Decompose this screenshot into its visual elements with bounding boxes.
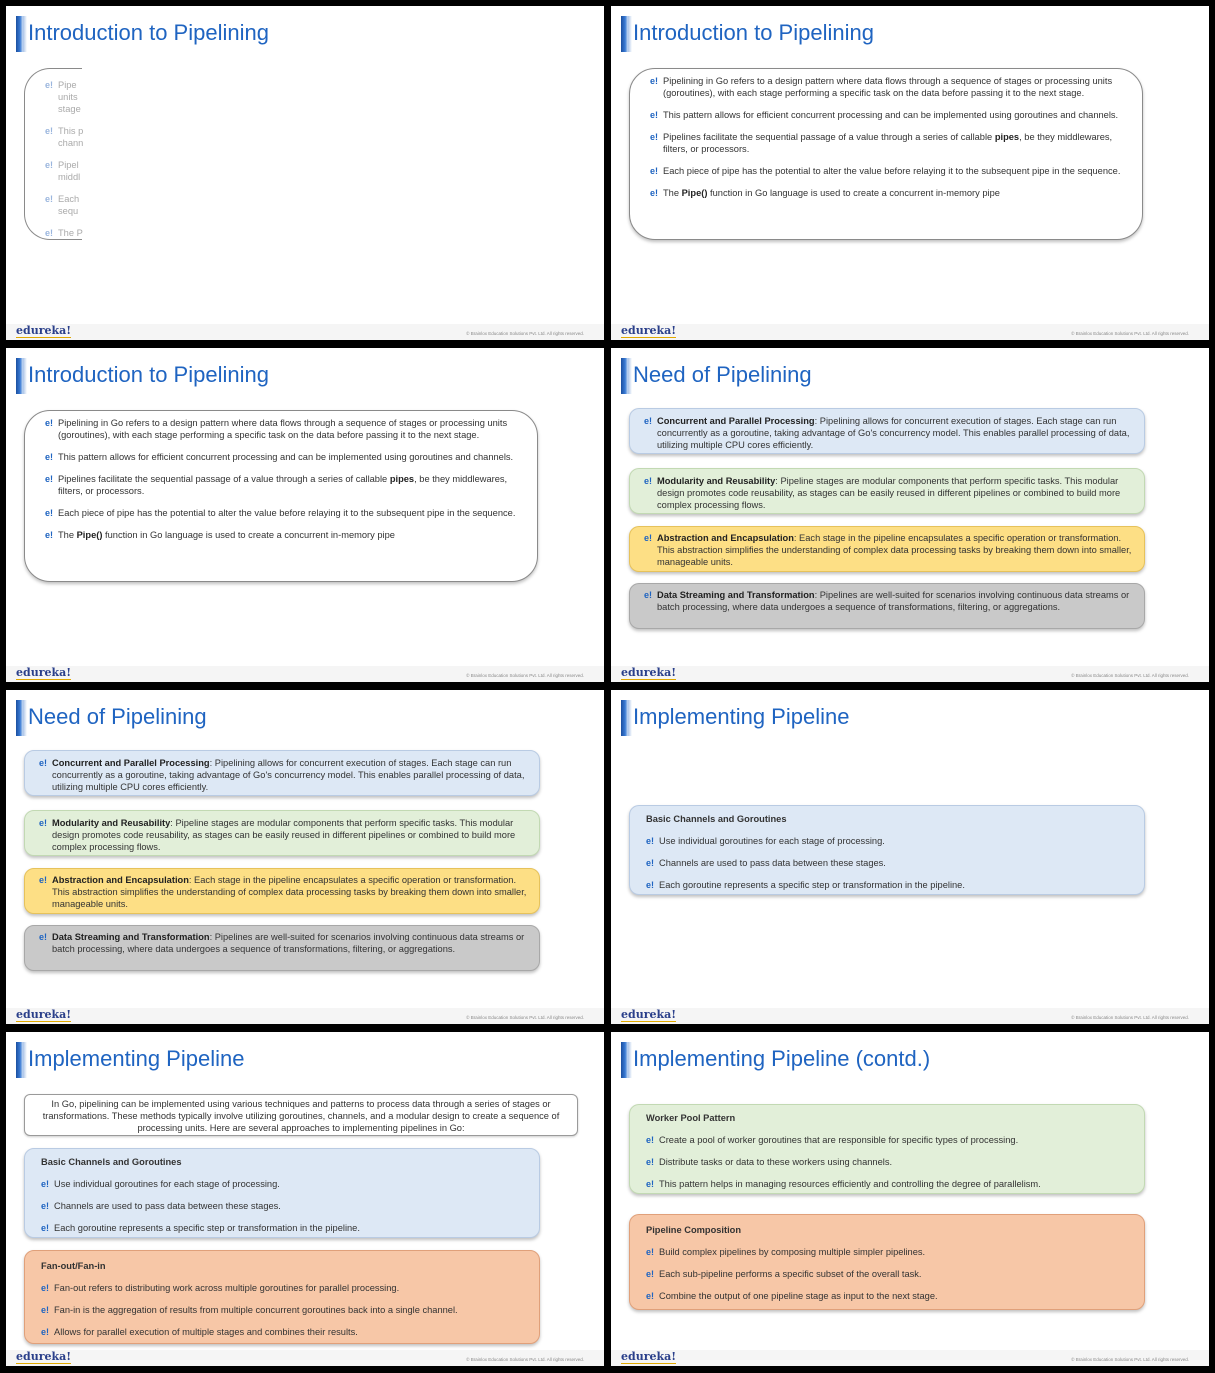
bullet-item <box>650 165 1124 177</box>
bullet-item <box>41 1222 525 1234</box>
bullet-item <box>646 835 1130 847</box>
title-accent-bar <box>16 358 23 394</box>
edureka-bullet-icon: e! <box>650 188 659 198</box>
bullet-text: Fan-in is the aggregation of results from multiple concurrent goroutines back into a single channel. <box>54 1305 458 1315</box>
bold-term: Data Streaming and Transformation <box>52 932 210 942</box>
title-accent-bar <box>16 1042 23 1078</box>
bullet-item <box>646 1246 1130 1258</box>
edureka-bullet-icon: e! <box>45 194 54 204</box>
edureka-bullet-icon: e! <box>646 1135 655 1145</box>
bullet-item <box>646 879 1130 891</box>
intro-box-partial <box>24 68 82 240</box>
edureka-bullet-icon: e! <box>646 1179 655 1189</box>
edureka-bullet-icon: e! <box>41 1327 50 1337</box>
bullet-text: : Pipeline stages are modular components that perform specific tasks. This modular design promotes code reusability, as stages can be easily reused in different pipelines or combined to build more complex processing flows. <box>52 818 516 852</box>
partial-text: sequ <box>58 206 79 216</box>
slide-title: Implementing Pipeline <box>28 1046 245 1071</box>
bullet-item <box>41 1326 525 1338</box>
slide-1 <box>6 6 604 340</box>
partial-text: This p <box>58 126 84 136</box>
bullet-item <box>45 451 519 463</box>
bullet-item <box>644 589 1132 613</box>
worker-pool-box <box>629 1104 1145 1194</box>
edureka-bullet-icon: e! <box>45 474 54 484</box>
edureka-bullet-icon: e! <box>650 110 659 120</box>
bold-term: Pipe() <box>681 188 708 198</box>
partial-text: units <box>58 92 78 102</box>
edureka-bullet-icon: e! <box>45 530 54 540</box>
bullet-item <box>39 874 527 910</box>
edureka-bullet-icon: e! <box>41 1223 50 1233</box>
bullet-text: : Pipelining allows for concurrent execution of stages. Each stage can run concurrently as a goroutine, taking advantage of Go's concurrency model. This enables parallel processing of data, utilizing multiple CPU cores efficiently. <box>657 416 1130 450</box>
bullet-item <box>45 529 519 541</box>
box-heading: Worker Pool Pattern <box>646 1113 736 1123</box>
bullet-text: Each goroutine represents a specific step or transformation in the pipeline. <box>54 1223 360 1233</box>
slide-footer <box>6 1008 604 1024</box>
bullet-item <box>646 1290 1130 1302</box>
slide-title: Implementing Pipeline (contd.) <box>633 1046 931 1071</box>
edureka-bullet-icon: e! <box>45 160 54 170</box>
bullet-item <box>45 79 85 115</box>
slide-title: Need of Pipelining <box>633 362 812 387</box>
bold-term: Concurrent and Parallel Processing <box>52 758 210 768</box>
edureka-bullet-icon: e! <box>41 1283 50 1293</box>
bullet-item <box>646 1156 1130 1168</box>
bullet-text: Pipelining in Go refers to a design pattern where data flows through a sequence of stages or processing units (goroutines), with each stage performing a specific task on the data before passing it to the next stage. <box>663 76 1113 98</box>
copyright-text: © Brainlox Education Solutions Pvt. Ltd. All rights reserved. <box>1071 1015 1189 1020</box>
slide-footer <box>611 666 1209 682</box>
bullet-item <box>41 1282 525 1294</box>
copyright-text: © Brainlox Education Solutions Pvt. Ltd. All rights reserved. <box>466 673 584 678</box>
bullet-text: : Each stage in the pipeline encapsulates a specific operation or transformation. This abstraction simplifies the understanding of complex data processing tasks by breaking them down into smaller, manageable units. <box>52 875 527 909</box>
box-heading: Basic Channels and Goroutines <box>646 814 787 824</box>
bullet-item <box>39 817 527 853</box>
bullet-item <box>41 1200 525 1212</box>
bullet-text: Channels are used to pass data between these stages. <box>659 858 886 868</box>
edureka-logo: edureka! <box>16 1350 72 1363</box>
edureka-bullet-icon: e! <box>646 836 655 846</box>
slide-footer <box>6 324 604 340</box>
intro-text-box <box>24 1094 578 1136</box>
bullet-text: : Pipelines are well-suited for scenarios involving continuous data streams or batch processing, where data undergoes a sequence of transformations, filtering, or aggregations. <box>657 590 1130 612</box>
edureka-logo: edureka! <box>621 324 677 337</box>
bullet-item <box>45 473 519 497</box>
bullet-text: Allows for parallel execution of multiple stages and combines their results. <box>54 1327 358 1337</box>
bold-term: Concurrent and Parallel Processing <box>657 416 815 426</box>
bullet-text: Combine the output of one pipeline stage as input to the next stage. <box>659 1291 938 1301</box>
intro-paragraph: In Go, pipelining can be implemented using various techniques and patterns to process data through a series of stages or transformations. These methods typically involve utilizing goroutines, channels, and a modular design to create a sequence of processing units. Here are several approaches to implementing pipelines in Go: <box>42 1099 560 1133</box>
bullet-text: Fan-out refers to distributing work across multiple goroutines for parallel processing. <box>54 1283 400 1293</box>
need-box-streaming <box>629 583 1145 629</box>
slide-5 <box>6 690 604 1024</box>
slide-8 <box>611 1032 1209 1366</box>
slide-footer <box>611 1008 1209 1024</box>
copyright-text: © Brainlox Education Solutions Pvt. Ltd. All rights reserved. <box>1071 1357 1189 1362</box>
partial-text: chann <box>58 138 84 148</box>
bold-term: Modularity and Reusability <box>657 476 776 486</box>
edureka-bullet-icon: e! <box>39 932 48 942</box>
bullet-text: Each piece of pipe has the potential to alter the value before relaying it to the subsequent pipe in the sequence. <box>58 508 516 518</box>
bullet-item <box>45 193 85 217</box>
bullet-item <box>644 475 1132 511</box>
edureka-bullet-icon: e! <box>644 533 653 543</box>
edureka-bullet-icon: e! <box>45 80 54 90</box>
bullet-text: Pipelines facilitate the sequential passage of a value through a series of callable <box>58 474 390 484</box>
bullet-item <box>650 109 1124 121</box>
box-heading: Basic Channels and Goroutines <box>41 1157 182 1167</box>
bullet-item <box>39 757 527 793</box>
copyright-text: © Brainlox Education Solutions Pvt. Ltd. All rights reserved. <box>1071 673 1189 678</box>
bullet-text: : Pipeline stages are modular components that perform specific tasks. This modular design promotes code reusability, as stages can be easily reused in different pipelines or combined to build more complex processing flows. <box>657 476 1121 510</box>
slide-3 <box>6 348 604 682</box>
fan-out-fan-in-box <box>24 1250 540 1344</box>
bullet-text: Distribute tasks or data to these workers using channels. <box>659 1157 893 1167</box>
edureka-bullet-icon: e! <box>650 132 659 142</box>
bullet-item <box>650 75 1124 99</box>
bullet-text: The <box>663 188 682 198</box>
edureka-logo: edureka! <box>16 1008 72 1021</box>
slide-2 <box>611 6 1209 340</box>
need-box-concurrency <box>629 408 1145 454</box>
partial-text: Pipel <box>58 160 79 170</box>
edureka-bullet-icon: e! <box>45 126 54 136</box>
bullet-item <box>45 159 85 183</box>
bullet-item <box>646 1134 1130 1146</box>
slide-footer <box>611 324 1209 340</box>
slide-footer <box>611 1350 1209 1366</box>
box-heading: Pipeline Composition <box>646 1225 742 1235</box>
bullet-item <box>45 227 85 239</box>
intro-content-box <box>24 410 538 582</box>
bullet-text: Create a pool of worker goroutines that are responsible for specific types of processing. <box>659 1135 1019 1145</box>
bullet-text: , be they middlewares, filters, or processors. <box>663 132 1113 154</box>
bullet-item <box>45 125 85 149</box>
slide-title: Introduction to Pipelining <box>28 20 269 45</box>
title-accent-bar <box>16 16 23 52</box>
edureka-logo: edureka! <box>621 666 677 679</box>
slide-7 <box>6 1032 604 1366</box>
title-accent-bar <box>621 1042 628 1078</box>
bold-term: Pipe() <box>76 530 103 540</box>
copyright-text: © Brainlox Education Solutions Pvt. Ltd. All rights reserved. <box>466 1015 584 1020</box>
need-box-modularity <box>24 810 540 856</box>
bullet-item <box>45 417 519 441</box>
edureka-bullet-icon: e! <box>650 76 659 86</box>
bullet-text: Use individual goroutines for each stage of processing. <box>54 1179 280 1189</box>
pipeline-composition-box <box>629 1214 1145 1310</box>
bullet-text: : Pipelines are well-suited for scenarios involving continuous data streams or batch processing, where data undergoes a sequence of transformations, filtering, or aggregations. <box>52 932 525 954</box>
bullet-text: Use individual goroutines for each stage of processing. <box>659 836 885 846</box>
need-box-abstraction <box>629 526 1145 572</box>
bullet-text: This pattern helps in managing resources efficiently and controlling the degree of parallelism. <box>659 1179 1041 1189</box>
basic-channels-box <box>24 1148 540 1238</box>
bullet-text: Each goroutine represents a specific step or transformation in the pipeline. <box>659 880 965 890</box>
intro-content-box <box>629 68 1143 240</box>
need-box-streaming <box>24 925 540 971</box>
partial-text: middl <box>58 172 81 182</box>
bold-term: Data Streaming and Transformation <box>657 590 815 600</box>
bullet-text: Pipelines facilitate the sequential passage of a value through a series of callable <box>663 132 995 142</box>
edureka-bullet-icon: e! <box>646 880 655 890</box>
slide-6 <box>611 690 1209 1024</box>
bullet-item <box>39 931 527 955</box>
edureka-bullet-icon: e! <box>646 1157 655 1167</box>
bullet-item <box>41 1178 525 1190</box>
slide-title: Introduction to Pipelining <box>633 20 874 45</box>
edureka-bullet-icon: e! <box>644 416 653 426</box>
bullet-text: This pattern allows for efficient concurrent processing and can be implemented using goroutines and channels. <box>663 110 1119 120</box>
slide-4 <box>611 348 1209 682</box>
edureka-bullet-icon: e! <box>45 452 54 462</box>
edureka-bullet-icon: e! <box>39 818 48 828</box>
edureka-bullet-icon: e! <box>646 858 655 868</box>
bullet-text: Build complex pipelines by composing multiple simpler pipelines. <box>659 1247 926 1257</box>
bullet-text: function in Go language is used to create a concurrent in-memory pipe <box>707 188 1000 198</box>
slide-title: Introduction to Pipelining <box>28 362 269 387</box>
slide-title: Need of Pipelining <box>28 704 207 729</box>
partial-text: The P <box>58 228 83 238</box>
edureka-logo: edureka! <box>16 666 72 679</box>
bullet-item <box>41 1304 525 1316</box>
bullet-item <box>646 857 1130 869</box>
bullet-text: : Each stage in the pipeline encapsulates a specific operation or transformation. This abstraction simplifies the understanding of complex data processing tasks by breaking them down into smaller, manageable units. <box>657 533 1132 567</box>
bold-term: Modularity and Reusability <box>52 818 171 828</box>
title-accent-bar <box>16 700 23 736</box>
bullet-item <box>646 1268 1130 1280</box>
basic-channels-box <box>629 805 1145 895</box>
partial-text: Each <box>58 194 80 204</box>
need-box-abstraction <box>24 868 540 914</box>
need-box-concurrency <box>24 750 540 796</box>
edureka-bullet-icon: e! <box>39 758 48 768</box>
partial-text: stage <box>58 104 81 114</box>
bold-term: pipes <box>994 132 1020 142</box>
edureka-bullet-icon: e! <box>45 418 54 428</box>
partial-text: Pipe <box>58 80 77 90</box>
edureka-bullet-icon: e! <box>646 1291 655 1301</box>
copyright-text: © Brainlox Education Solutions Pvt. Ltd. All rights reserved. <box>466 331 584 336</box>
need-box-modularity <box>629 468 1145 514</box>
copyright-text: © Brainlox Education Solutions Pvt. Ltd. All rights reserved. <box>1071 331 1189 336</box>
bullet-item <box>650 187 1124 199</box>
edureka-bullet-icon: e! <box>646 1247 655 1257</box>
edureka-bullet-icon: e! <box>650 166 659 176</box>
box-heading: Fan-out/Fan-in <box>41 1261 106 1271</box>
slide-footer <box>6 1350 604 1366</box>
bullet-item <box>45 507 519 519</box>
edureka-logo: edureka! <box>16 324 72 337</box>
edureka-bullet-icon: e! <box>644 476 653 486</box>
edureka-logo: edureka! <box>621 1008 677 1021</box>
bold-term: pipes <box>389 474 415 484</box>
edureka-bullet-icon: e! <box>41 1305 50 1315</box>
edureka-bullet-icon: e! <box>646 1269 655 1279</box>
edureka-bullet-icon: e! <box>644 590 653 600</box>
bullet-item <box>646 1178 1130 1190</box>
bullet-text: function in Go language is used to create a concurrent in-memory pipe <box>102 530 395 540</box>
bullet-text: Each piece of pipe has the potential to alter the value before relaying it to the subsequent pipe in the sequence. <box>663 166 1121 176</box>
title-accent-bar <box>621 16 628 52</box>
edureka-logo: edureka! <box>621 1350 677 1363</box>
title-accent-bar <box>621 700 628 736</box>
bullet-item <box>650 131 1124 155</box>
bullet-text: This pattern allows for efficient concurrent processing and can be implemented using goroutines and channels. <box>58 452 514 462</box>
bold-term: Abstraction and Encapsulation <box>657 533 794 543</box>
bold-term: Abstraction and Encapsulation <box>52 875 189 885</box>
bullet-item <box>644 532 1132 568</box>
slide-title: Implementing Pipeline <box>633 704 850 729</box>
edureka-bullet-icon: e! <box>45 228 54 238</box>
edureka-bullet-icon: e! <box>41 1201 50 1211</box>
bullet-text: : Pipelining allows for concurrent execution of stages. Each stage can run concurrently as a goroutine, taking advantage of Go's concurrency model. This enables parallel processing of data, utilizing multiple CPU cores efficiently. <box>52 758 525 792</box>
edureka-bullet-icon: e! <box>41 1179 50 1189</box>
copyright-text: © Brainlox Education Solutions Pvt. Ltd. All rights reserved. <box>466 1357 584 1362</box>
bullet-text: , be they middlewares, filters, or processors. <box>58 474 508 496</box>
slide-footer <box>6 666 604 682</box>
bullet-text: Channels are used to pass data between these stages. <box>54 1201 281 1211</box>
bullet-item <box>644 415 1132 451</box>
edureka-bullet-icon: e! <box>39 875 48 885</box>
bullet-text: Each sub-pipeline performs a specific subset of the overall task. <box>659 1269 922 1279</box>
edureka-bullet-icon: e! <box>45 508 54 518</box>
bullet-text: The <box>58 530 77 540</box>
bullet-text: Pipelining in Go refers to a design pattern where data flows through a sequence of stages or processing units (goroutines), with each stage performing a specific task on the data before passing it to the next stage. <box>58 418 508 440</box>
title-accent-bar <box>621 358 628 394</box>
